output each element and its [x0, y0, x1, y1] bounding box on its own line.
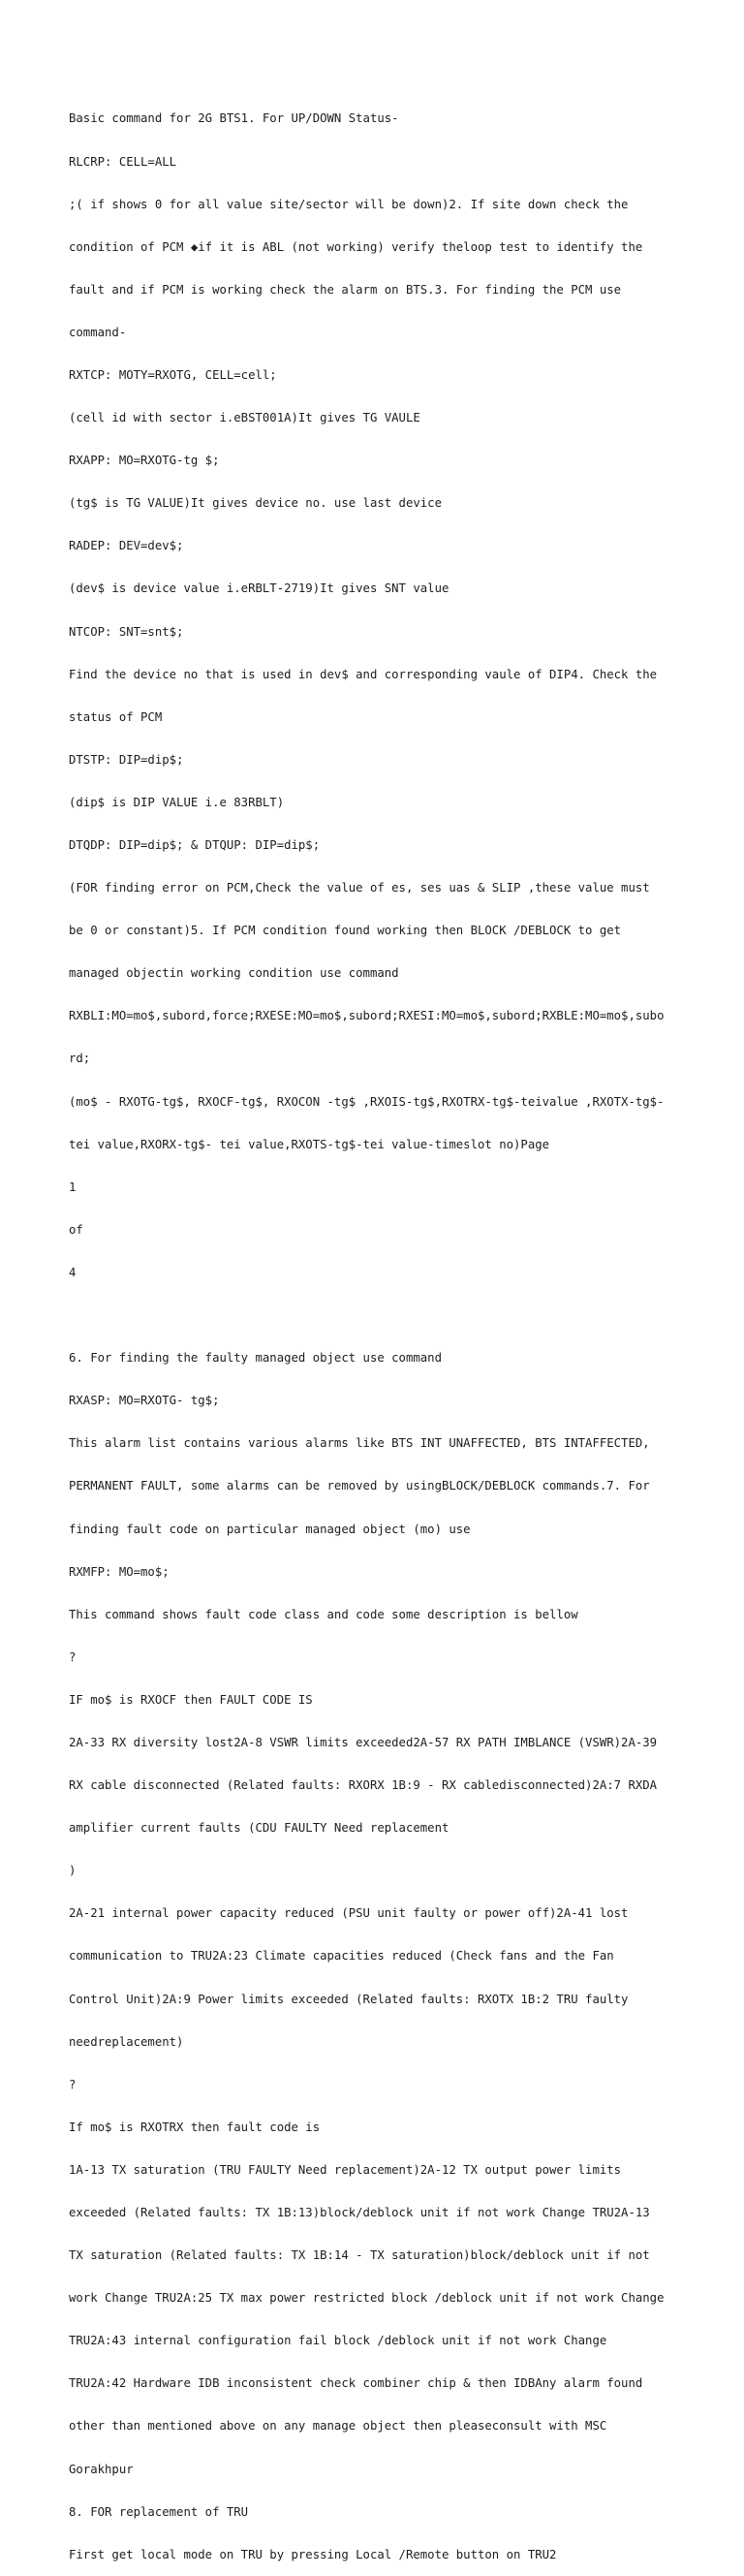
text-line: be 0 or constant)5. If PCM condition found working then BLOCK /DEBLOCK to get	[69, 924, 622, 938]
text-line: 8. FOR replacement of TRU	[69, 2504, 249, 2519]
blank-line	[69, 1308, 689, 1323]
text-line: TRU2A:43 internal configuration fail block /deblock unit if not work Change	[69, 2334, 607, 2348]
text-line: RXASP: MO=RXOTG- tg$;	[69, 1394, 220, 1408]
text-line: ?	[69, 1649, 77, 1664]
text-line: exceeded (Related faults: TX 1B:13)block/deblock unit if not work Change TRU2A-13	[69, 2206, 650, 2219]
text-line: RLCRP: CELL=ALL	[69, 154, 177, 169]
text-line: (mo$ - RXOTG-tg$, RXOCF-tg$, RXOCON -tg$ ,RXOIS-tg$,RXOTRX-tg$-teivalue ,RXOTX-tg$-	[69, 1094, 665, 1109]
text-line: First get local mode on TRU by pressing Local /Remote button on TRU2	[69, 2547, 557, 2561]
text-line: Basic command for 2G BTS1. For UP/DOWN Status-	[69, 111, 399, 126]
text-line: tei value,RXORX-tg$- tei value,RXOTS-tg$-tei value-timeslot no)Page	[69, 1137, 550, 1151]
text-line: status of PCM	[69, 709, 163, 724]
text-line: Control Unit)2A:9 Power limits exceeded (Related faults: RXOTX 1B:2 TRU faulty	[69, 1992, 629, 2006]
text-line: This alarm list contains various alarms like BTS INT UNAFFECTED, BTS INTAFFECTED,	[69, 1436, 650, 1451]
text-line: TX saturation (Related faults: TX 1B:14 - TX saturation)block/deblock unit if not	[69, 2248, 650, 2263]
text-line: amplifier current faults (CDU FAULTY Need replacement	[69, 1821, 450, 1836]
page-number: 1	[69, 1179, 77, 1194]
text-line: ;( if shows 0 for all value site/sector will be down)2. If site down check the	[69, 197, 629, 211]
text-line: managed objectin working condition use command	[69, 966, 399, 981]
text-line: (tg$ is TG VALUE)It gives device no. use last device	[69, 496, 442, 511]
text-line: communication to TRU2A:23 Climate capacities reduced (Check fans and the Fan	[69, 1949, 614, 1963]
text-line: other than mentioned above on any manage object then pleaseconsult with MSC	[69, 2419, 607, 2434]
text-line: IF mo$ is RXOCF then FAULT CODE IS	[69, 1692, 313, 1707]
page-of: of	[69, 1222, 83, 1237]
text-line: TRU2A:42 Hardware IDB inconsistent check combiner chip & then IDBAny alarm found	[69, 2376, 643, 2391]
text-line: fault and if PCM is working check the alarm on BTS.3. For finding the PCM use	[69, 282, 622, 297]
text-line: (dev$ is device value i.eRBLT-2719)It gives SNT value	[69, 581, 450, 596]
text-line: finding fault code on particular managed object (mo) use	[69, 1522, 471, 1536]
text-line: 1A-13 TX saturation (TRU FAULTY Need replacement)2A-12 TX output power limits	[69, 2162, 622, 2177]
text-line: RADEP: DEV=dev$;	[69, 539, 184, 553]
text-line: 2A-21 internal power capacity reduced (PSU unit faulty or power off)2A-41 lost	[69, 1906, 629, 1921]
text-line: Gorakhpur	[69, 2462, 134, 2476]
text-line: RXAPP: MO=RXOTG-tg $;	[69, 454, 220, 468]
text-line: )	[69, 1864, 77, 1878]
text-line: ?	[69, 2077, 77, 2091]
text-line: RX cable disconnected (Related faults: RXORX 1B:9 - RX cabledisconnected)2A:7 RXDA	[69, 1778, 658, 1793]
text-line: needreplacement)	[69, 2034, 184, 2049]
text-line: condition of PCM ◆if it is ABL (not working) verify theloop test to identify the	[69, 239, 643, 254]
text-line: NTCOP: SNT=snt$;	[69, 624, 184, 639]
page-total: 4	[69, 1265, 77, 1279]
text-line: This command shows fault code class and code some description is bellow	[69, 1607, 578, 1621]
text-line: RXBLI:MO=mo$,subord,force;RXESE:MO=mo$,subord;RXESI:MO=mo$,subord;RXBLE:MO=mo$,subo	[69, 1009, 665, 1023]
text-line: 6. For finding the faulty managed object use command	[69, 1351, 442, 1366]
text-line: work Change TRU2A:25 TX max power restricted block /deblock unit if not work Change	[69, 2291, 665, 2306]
text-line: RXMFP: MO=mo$;	[69, 1564, 170, 1579]
text-line: (dip$ is DIP VALUE i.e 83RBLT)	[69, 795, 285, 809]
text-line: RXTCP: MOTY=RXOTG, CELL=cell;	[69, 367, 277, 382]
text-line: Find the device no that is used in dev$ and corresponding vaule of DIP4. Check the	[69, 667, 658, 681]
text-line: If mo$ is RXOTRX then fault code is	[69, 2120, 321, 2134]
text-line: (cell id with sector i.eBST001A)It gives TG VAULE	[69, 411, 420, 425]
text-line: DTQDP: DIP=dip$; & DTQUP: DIP=dip$;	[69, 838, 321, 852]
text-line: PERMANENT FAULT, some alarms can be removed by usingBLOCK/DEBLOCK commands.7. For	[69, 1479, 650, 1493]
text-line: rd;	[69, 1052, 91, 1066]
text-line: 2A-33 RX diversity lost2A-8 VSWR limits exceeded2A-57 RX PATH IMBLANCE (VSWR)2A-39	[69, 1735, 658, 1749]
text-line: DTSTP: DIP=dip$;	[69, 752, 184, 767]
document-body	[69, 83, 689, 2576]
text-line: command-	[69, 325, 127, 339]
text-line: (FOR finding error on PCM,Check the value of es, ses uas & SLIP ,these value must	[69, 881, 650, 895]
